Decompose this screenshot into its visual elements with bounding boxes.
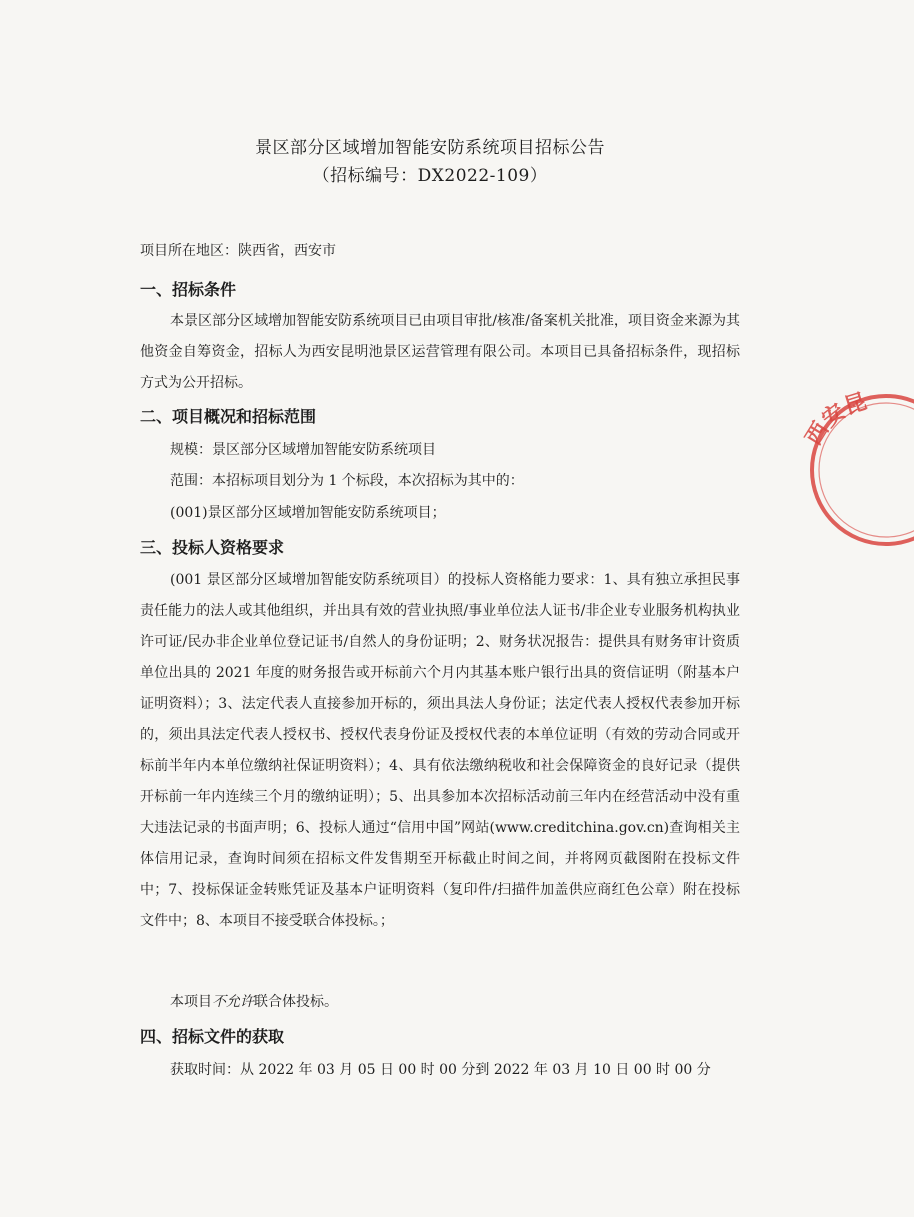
- section-2-scale: 规模：景区部分区域增加智能安防系统项目: [170, 442, 436, 458]
- seal-text: 西安昆明池景区运营管理有限公司: [794, 373, 870, 450]
- section-2-scope: 范围：本招标项目划分为 1 个标段，本次招标为其中的：: [170, 473, 524, 489]
- svg-text:西安昆明池景区运营管理有限公司: [795, 372, 870, 450]
- section-3-text: (001 景区部分区域增加智能安防系统项目）的投标人资格能力要求：1、具有独立承担民事责任能力的法人或其他组织，并出具有效的营业执照/事业单位法人证书/非企业专业服务机构执业许可证/民办非企业单位登记证书/自然人的身份证明；2、财务状况报告：提供具有财务审计资质单位出具的 2021 年度的财务报告或开标前六个月内其基本账户银行出具的资信证明（附基本户证明资料）；3、法定代表人直接参加开标的，须出具法人身份证；法定代表人授权代表参加开标的，须出具法定代表人授权书、授权代表身份证及授权代表的本单位证明（有效的劳动合同或开标前半年内本单位缴纳社保证明资料）；4、具有依法缴纳税收和社会保障资金的良好记录（提供开标前一年内连续三个月的缴纳证明）；5、出具参加本次招标活动前三年内在经营活动中没有重大违法记录的书面声明；6、投标人通过“信用中国”网站(www.creditchina.gov.cn)查询相关主体信用记录，查询时间须在招标文件发售期至开标截止时间之间，并将网页截图附在投标文件中；7、投标保证金转账凭证及基本户证明资料（复印件/扫描件加盖供应商红色公章）附在投标文件中；8、本项目不接受联合体投标。；: [140, 572, 740, 929]
- section-4-time: 获取时间：从 2022 年 03 月 05 日 00 时 00 分到 2022 年 03 月 10 日 00 时 00 分: [170, 1062, 711, 1078]
- section-1-paragraph: [140, 306, 740, 399]
- company-seal-stamp: [794, 373, 914, 554]
- consortium-italic: 不允许: [212, 994, 254, 1010]
- consortium-suffix: 联合体投标。: [254, 994, 338, 1010]
- section-2-lot: (001)景区部分区域增加智能安防系统项目；: [170, 505, 446, 521]
- section-heading-4: 四、招标文件的获取: [140, 1027, 285, 1046]
- consortium-prefix: 本项目: [170, 994, 212, 1010]
- section-heading-2: 二、项目概况和招标范围: [140, 407, 317, 426]
- section-1-text: 本景区部分区域增加智能安防系统项目已由项目审批/核准/备案机关批准，项目资金来源为其他资金自筹资金，招标人为西安昆明池景区运营管理有限公司。本项目已具备招标条件，现招标方式为公开招标。: [140, 313, 740, 391]
- consortium-note: [170, 991, 338, 1011]
- project-location: 项目所在地区：陕西省，西安市: [140, 243, 336, 259]
- section-heading-1: 一、招标条件: [140, 280, 237, 299]
- section-3-paragraph: [140, 565, 740, 937]
- document-title: 景区部分区域增加智能安防系统项目招标公告: [255, 138, 605, 158]
- section-heading-3: 三、投标人资格要求: [140, 538, 285, 557]
- tender-number: （招标编号：DX2022-109）: [312, 166, 548, 186]
